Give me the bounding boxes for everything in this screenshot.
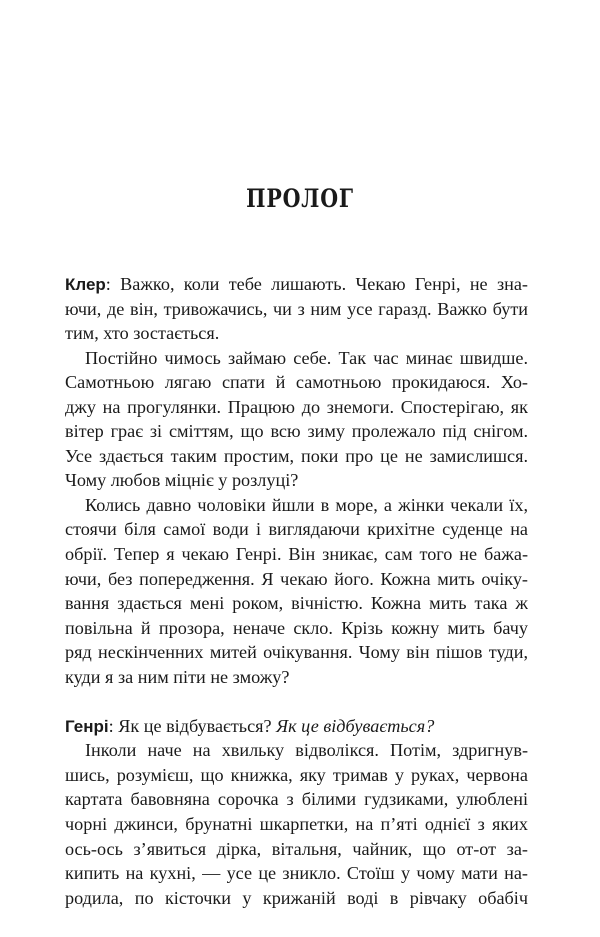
paragraph-line: ючи, без попередження. Я чекаю його. Кожна мить очіку- xyxy=(65,568,528,589)
paragraph-line: Колись давно чоловіки йшли в море, а жінки чекали їх, xyxy=(85,494,528,515)
paragraph-line: Чому любов міцніє у розлуці? xyxy=(65,470,299,491)
paragraph-line: ючи, де він, тривожачись, чи з ним усе гаразд. Важко бути xyxy=(65,298,528,319)
chapter-title: ПРОЛОГ xyxy=(246,184,354,213)
paragraph-line: шись, розумієш, що книжка, яку тримав у руках, червона xyxy=(65,764,528,785)
paragraph-line: родила, по кісточки у крижаній воді в рівчаку обабіч xyxy=(65,887,528,908)
paragraph-line: повільна й прозора, неначе скло. Крізь кожну мить бачу xyxy=(65,617,528,638)
paragraph-line: Постійно чимось займаю себе. Так час минає швидше. xyxy=(85,347,528,368)
paragraph-line: ось-ось з’явиться дірка, вітальня, чайник, що от-от за- xyxy=(65,838,528,859)
paragraph-line: Усе здається таким простим, поки про це не замислишся. xyxy=(65,445,528,466)
paragraph-line: Генрі: Як це відбувається? Як це відбувається? xyxy=(65,715,435,736)
paragraph-line: стоячи біля самої води і виглядаючи крихітне суденце на xyxy=(65,519,528,540)
page-body xyxy=(65,272,528,910)
paragraph-gap xyxy=(65,689,528,714)
paragraph-line: куди я за ним піти не зможу? xyxy=(65,666,290,687)
paragraph-line: картата бавовняна сорочка з білими гудзиками, улюблені xyxy=(65,789,528,810)
paragraph-line: Інколи наче на хвильку відволікся. Потім, здригнув- xyxy=(85,740,528,761)
speaker-name: Генрі xyxy=(65,716,109,736)
paragraph-line: ряд нескінченних митей очікування. Чому він пішов туди, xyxy=(65,642,528,663)
speaker-name: Клер xyxy=(65,275,106,294)
paragraph-line: вання здається мені роком, вічністю. Кожна мить така ж xyxy=(65,593,528,614)
paragraph-line: вітер грає зі сміттям, що всю зиму пролежало під снігом. xyxy=(65,421,528,442)
paragraph-line: Самотньою лягаю спати й самотньою прокидаюся. Хо- xyxy=(65,372,528,393)
paragraph-line: кипить на кухні, — усе це зникло. Стоїш у чому мати на- xyxy=(65,863,528,884)
paragraph-line: тим, хто зостається. xyxy=(65,323,220,344)
paragraph-line: Клер: Важко, коли тебе лишають. Чекаю Генрі, не зна- xyxy=(65,274,528,294)
italic-text: Як це відбувається? xyxy=(276,715,435,736)
paragraph-line: чорні джинси, брунатні шкарпетки, на п’яті однієї з яких xyxy=(65,814,528,835)
paragraph-line: обрії. Тепер я чекаю Генрі. Він зникає, сам того не бажа- xyxy=(65,544,528,565)
paragraph-line: джу на прогулянки. Працюю до знемоги. Спостерігаю, як xyxy=(65,396,528,417)
